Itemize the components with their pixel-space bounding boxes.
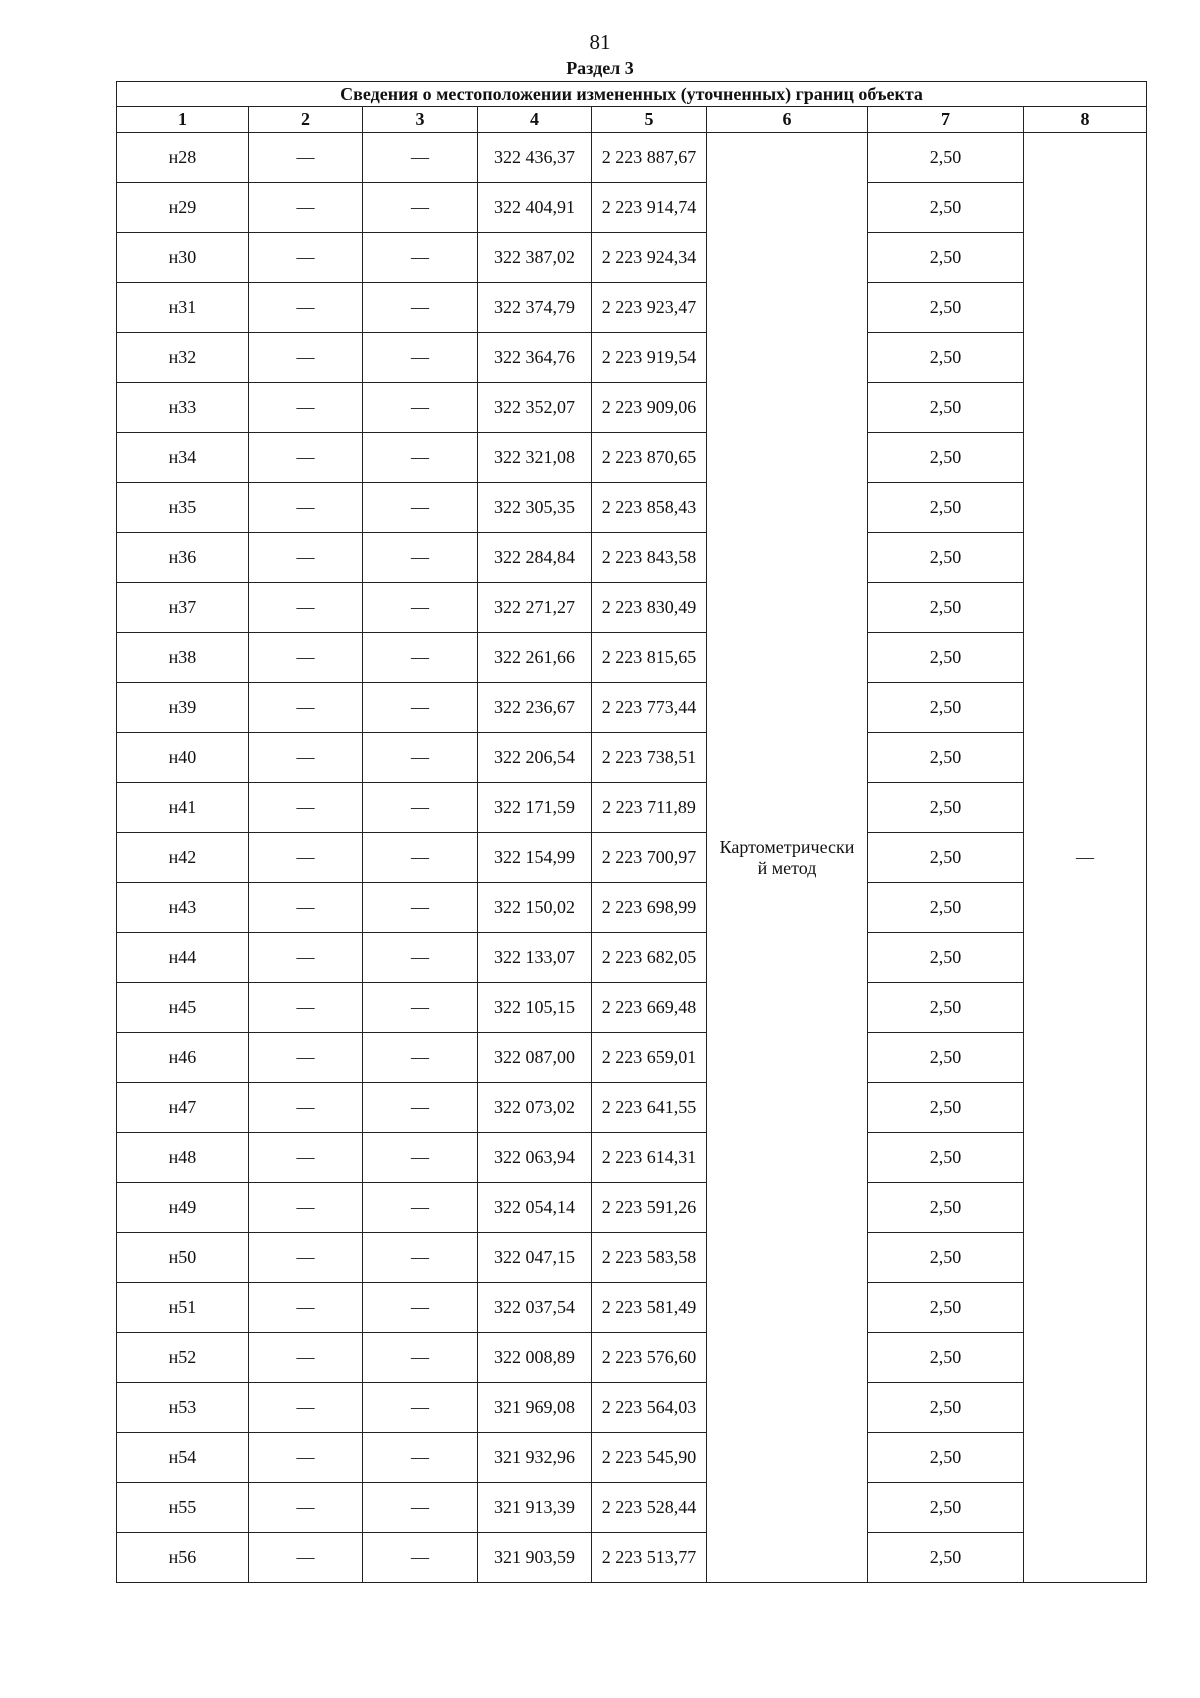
accuracy-cell: 2,50 — [868, 1233, 1024, 1283]
y-coordinate-cell: 2 223 576,60 — [592, 1333, 707, 1383]
column-3-cell: — — [363, 1333, 478, 1383]
x-coordinate-cell: 322 154,99 — [478, 833, 592, 883]
accuracy-cell: 2,50 — [868, 1133, 1024, 1183]
column-number-header: 1 — [117, 107, 249, 133]
column-3-cell: — — [363, 533, 478, 583]
x-coordinate-cell: 322 284,84 — [478, 533, 592, 583]
x-coordinate-cell: 322 436,37 — [478, 133, 592, 183]
method-cell — [707, 133, 868, 1583]
column-3-cell: — — [363, 333, 478, 383]
point-name-cell: н52 — [117, 1333, 249, 1383]
x-coordinate-cell: 322 271,27 — [478, 583, 592, 633]
column-2-cell: — — [249, 283, 363, 333]
table-row — [117, 1033, 1147, 1083]
y-coordinate-cell: 2 223 919,54 — [592, 333, 707, 383]
table-body — [117, 133, 1147, 1583]
column-2-cell: — — [249, 633, 363, 683]
accuracy-cell: 2,50 — [868, 933, 1024, 983]
column-2-cell: — — [249, 1483, 363, 1533]
page-number: 81 — [589, 30, 611, 54]
accuracy-cell: 2,50 — [868, 1283, 1024, 1333]
y-coordinate-cell: 2 223 564,03 — [592, 1383, 707, 1433]
y-coordinate-cell: 2 223 641,55 — [592, 1083, 707, 1133]
table-row — [117, 733, 1147, 783]
column-3-cell: — — [363, 1433, 478, 1483]
y-coordinate-cell: 2 223 914,74 — [592, 183, 707, 233]
column-3-cell: — — [363, 383, 478, 433]
column-8-cell: — — [1024, 133, 1147, 1583]
accuracy-cell: 2,50 — [868, 183, 1024, 233]
point-name-cell: н51 — [117, 1283, 249, 1333]
x-coordinate-cell: 321 903,59 — [478, 1533, 592, 1583]
column-2-cell: — — [249, 483, 363, 533]
accuracy-cell: 2,50 — [868, 1433, 1024, 1483]
x-coordinate-cell: 322 037,54 — [478, 1283, 592, 1333]
y-coordinate-cell: 2 223 909,06 — [592, 383, 707, 433]
column-2-cell: — — [249, 1133, 363, 1183]
column-3-cell: — — [363, 283, 478, 333]
column-3-cell: — — [363, 733, 478, 783]
column-3-cell: — — [363, 433, 478, 483]
accuracy-cell: 2,50 — [868, 383, 1024, 433]
column-3-cell: — — [363, 933, 478, 983]
y-coordinate-cell: 2 223 887,67 — [592, 133, 707, 183]
column-2-cell: — — [249, 883, 363, 933]
column-2-cell: — — [249, 533, 363, 583]
column-2-cell: — — [249, 783, 363, 833]
y-coordinate-cell: 2 223 700,97 — [592, 833, 707, 883]
point-name-cell: н41 — [117, 783, 249, 833]
column-3-cell: — — [363, 1183, 478, 1233]
column-3-cell: — — [363, 1083, 478, 1133]
point-name-cell: н34 — [117, 433, 249, 483]
y-coordinate-cell: 2 223 583,58 — [592, 1233, 707, 1283]
x-coordinate-cell: 321 913,39 — [478, 1483, 592, 1533]
table-row — [117, 433, 1147, 483]
point-name-cell: н35 — [117, 483, 249, 533]
point-name-cell: н44 — [117, 933, 249, 983]
point-name-cell: н45 — [117, 983, 249, 1033]
point-name-cell: н40 — [117, 733, 249, 783]
y-coordinate-cell: 2 223 659,01 — [592, 1033, 707, 1083]
table-row — [117, 1283, 1147, 1333]
column-2-cell: — — [249, 133, 363, 183]
x-coordinate-cell: 322 206,54 — [478, 733, 592, 783]
y-coordinate-cell: 2 223 738,51 — [592, 733, 707, 783]
table-row — [117, 683, 1147, 733]
column-2-cell: — — [249, 1183, 363, 1233]
point-name-cell: н30 — [117, 233, 249, 283]
point-name-cell: н53 — [117, 1383, 249, 1433]
point-name-cell: н54 — [117, 1433, 249, 1483]
point-name-cell: н43 — [117, 883, 249, 933]
accuracy-cell: 2,50 — [868, 133, 1024, 183]
column-3-cell: — — [363, 583, 478, 633]
point-name-cell: н31 — [117, 283, 249, 333]
x-coordinate-cell: 322 321,08 — [478, 433, 592, 483]
x-coordinate-cell: 322 387,02 — [478, 233, 592, 283]
accuracy-cell: 2,50 — [868, 1033, 1024, 1083]
table-row — [117, 933, 1147, 983]
column-2-cell: — — [249, 1283, 363, 1333]
accuracy-cell: 2,50 — [868, 1183, 1024, 1233]
accuracy-cell: 2,50 — [868, 283, 1024, 333]
accuracy-cell: 2,50 — [868, 583, 1024, 633]
table-row — [117, 1083, 1147, 1133]
table-row — [117, 1483, 1147, 1533]
table-row — [117, 383, 1147, 433]
table-row — [117, 1183, 1147, 1233]
column-2-cell: — — [249, 1333, 363, 1383]
x-coordinate-cell: 322 305,35 — [478, 483, 592, 533]
x-coordinate-cell: 322 404,91 — [478, 183, 592, 233]
accuracy-cell: 2,50 — [868, 533, 1024, 583]
accuracy-cell: 2,50 — [868, 433, 1024, 483]
column-3-cell: — — [363, 783, 478, 833]
accuracy-cell: 2,50 — [868, 1383, 1024, 1433]
column-2-cell: — — [249, 583, 363, 633]
table-row — [117, 1533, 1147, 1583]
column-3-cell: — — [363, 483, 478, 533]
table-row — [117, 983, 1147, 1033]
y-coordinate-cell: 2 223 870,65 — [592, 433, 707, 483]
y-coordinate-cell: 2 223 858,43 — [592, 483, 707, 533]
point-name-cell: н55 — [117, 1483, 249, 1533]
y-coordinate-cell: 2 223 923,47 — [592, 283, 707, 333]
x-coordinate-cell: 322 236,67 — [478, 683, 592, 733]
accuracy-cell: 2,50 — [868, 483, 1024, 533]
accuracy-cell: 2,50 — [868, 883, 1024, 933]
point-name-cell: н28 — [117, 133, 249, 183]
y-coordinate-cell: 2 223 669,48 — [592, 983, 707, 1033]
column-3-cell: — — [363, 1533, 478, 1583]
table-row — [117, 1333, 1147, 1383]
column-2-cell: — — [249, 433, 363, 483]
point-name-cell: н56 — [117, 1533, 249, 1583]
column-2-cell: — — [249, 833, 363, 883]
y-coordinate-cell: 2 223 591,26 — [592, 1183, 707, 1233]
table-row — [117, 533, 1147, 583]
column-number-header: 5 — [592, 107, 707, 133]
table-row — [117, 183, 1147, 233]
table-row — [117, 633, 1147, 683]
y-coordinate-cell: 2 223 545,90 — [592, 1433, 707, 1483]
table-row — [117, 583, 1147, 633]
point-name-cell: н50 — [117, 1233, 249, 1283]
x-coordinate-cell: 321 969,08 — [478, 1383, 592, 1433]
table-row — [117, 783, 1147, 833]
accuracy-cell: 2,50 — [868, 633, 1024, 683]
point-name-cell: н48 — [117, 1133, 249, 1183]
column-number-header: 6 — [707, 107, 868, 133]
column-2-cell: — — [249, 1433, 363, 1483]
column-2-cell: — — [249, 233, 363, 283]
table-row — [117, 233, 1147, 283]
point-name-cell: н36 — [117, 533, 249, 583]
y-coordinate-cell: 2 223 815,65 — [592, 633, 707, 683]
method-line-2: й метод — [757, 857, 817, 878]
y-coordinate-cell: 2 223 773,44 — [592, 683, 707, 733]
column-3-cell: — — [363, 983, 478, 1033]
column-3-cell: — — [363, 1033, 478, 1083]
column-3-cell: — — [363, 633, 478, 683]
table-row — [117, 833, 1147, 883]
table-row — [117, 133, 1147, 183]
column-2-cell: — — [249, 183, 363, 233]
accuracy-cell: 2,50 — [868, 1083, 1024, 1133]
table-row — [117, 1233, 1147, 1283]
point-name-cell: н49 — [117, 1183, 249, 1233]
column-number-row — [117, 107, 1147, 133]
column-3-cell: — — [363, 1233, 478, 1283]
y-coordinate-cell: 2 223 581,49 — [592, 1283, 707, 1333]
column-3-cell: — — [363, 133, 478, 183]
section-title: Раздел 3 — [566, 58, 634, 78]
table-row — [117, 1133, 1147, 1183]
table-row — [117, 283, 1147, 333]
x-coordinate-cell: 322 352,07 — [478, 383, 592, 433]
point-name-cell: н29 — [117, 183, 249, 233]
y-coordinate-cell: 2 223 528,44 — [592, 1483, 707, 1533]
column-2-cell: — — [249, 683, 363, 733]
point-name-cell: н39 — [117, 683, 249, 733]
column-number-header: 3 — [363, 107, 478, 133]
accuracy-cell: 2,50 — [868, 733, 1024, 783]
point-name-cell: н42 — [117, 833, 249, 883]
column-2-cell: — — [249, 983, 363, 1033]
y-coordinate-cell: 2 223 830,49 — [592, 583, 707, 633]
column-2-cell: — — [249, 733, 363, 783]
table-row — [117, 1433, 1147, 1483]
accuracy-cell: 2,50 — [868, 683, 1024, 733]
y-coordinate-cell: 2 223 513,77 — [592, 1533, 707, 1583]
column-2-cell: — — [249, 1033, 363, 1083]
x-coordinate-cell: 322 087,00 — [478, 1033, 592, 1083]
accuracy-cell: 2,50 — [868, 333, 1024, 383]
x-coordinate-cell: 322 261,66 — [478, 633, 592, 683]
x-coordinate-cell: 322 374,79 — [478, 283, 592, 333]
point-name-cell: н47 — [117, 1083, 249, 1133]
column-2-cell: — — [249, 383, 363, 433]
x-coordinate-cell: 321 932,96 — [478, 1433, 592, 1483]
x-coordinate-cell: 322 133,07 — [478, 933, 592, 983]
column-3-cell: — — [363, 683, 478, 733]
point-name-cell: н33 — [117, 383, 249, 433]
y-coordinate-cell: 2 223 698,99 — [592, 883, 707, 933]
accuracy-cell: 2,50 — [868, 233, 1024, 283]
method-line-1: Картометрически — [719, 836, 855, 857]
accuracy-cell: 2,50 — [868, 1333, 1024, 1383]
x-coordinate-cell: 322 364,76 — [478, 333, 592, 383]
column-3-cell: — — [363, 1483, 478, 1533]
column-3-cell: — — [363, 833, 478, 883]
y-coordinate-cell: 2 223 843,58 — [592, 533, 707, 583]
x-coordinate-cell: 322 073,02 — [478, 1083, 592, 1133]
table-caption: Сведения о местоположении измененных (уточненных) границ объекта — [117, 82, 1147, 107]
y-coordinate-cell: 2 223 924,34 — [592, 233, 707, 283]
x-coordinate-cell: 322 063,94 — [478, 1133, 592, 1183]
point-name-cell: н38 — [117, 633, 249, 683]
x-coordinate-cell: 322 150,02 — [478, 883, 592, 933]
table-row — [117, 483, 1147, 533]
x-coordinate-cell: 322 105,15 — [478, 983, 592, 1033]
table-row — [117, 333, 1147, 383]
x-coordinate-cell: 322 054,14 — [478, 1183, 592, 1233]
column-number-header: 7 — [868, 107, 1024, 133]
x-coordinate-cell: 322 008,89 — [478, 1333, 592, 1383]
table-row — [117, 1383, 1147, 1433]
column-number-header: 8 — [1024, 107, 1147, 133]
column-2-cell: — — [249, 1383, 363, 1433]
accuracy-cell: 2,50 — [868, 983, 1024, 1033]
column-3-cell: — — [363, 233, 478, 283]
accuracy-cell: 2,50 — [868, 1483, 1024, 1533]
column-number-header: 2 — [249, 107, 363, 133]
accuracy-cell: 2,50 — [868, 1533, 1024, 1583]
column-2-cell: — — [249, 1233, 363, 1283]
column-3-cell: — — [363, 183, 478, 233]
column-3-cell: — — [363, 1133, 478, 1183]
coordinates-table — [116, 81, 1147, 1583]
column-2-cell: — — [249, 1083, 363, 1133]
y-coordinate-cell: 2 223 614,31 — [592, 1133, 707, 1183]
accuracy-cell: 2,50 — [868, 833, 1024, 883]
column-2-cell: — — [249, 1533, 363, 1583]
y-coordinate-cell: 2 223 682,05 — [592, 933, 707, 983]
column-number-header: 4 — [478, 107, 592, 133]
point-name-cell: н32 — [117, 333, 249, 383]
y-coordinate-cell: 2 223 711,89 — [592, 783, 707, 833]
column-3-cell: — — [363, 1383, 478, 1433]
point-name-cell: н46 — [117, 1033, 249, 1083]
x-coordinate-cell: 322 171,59 — [478, 783, 592, 833]
accuracy-cell: 2,50 — [868, 783, 1024, 833]
column-3-cell: — — [363, 883, 478, 933]
table-row — [117, 883, 1147, 933]
column-2-cell: — — [249, 333, 363, 383]
column-2-cell: — — [249, 933, 363, 983]
x-coordinate-cell: 322 047,15 — [478, 1233, 592, 1283]
column-3-cell: — — [363, 1283, 478, 1333]
point-name-cell: н37 — [117, 583, 249, 633]
